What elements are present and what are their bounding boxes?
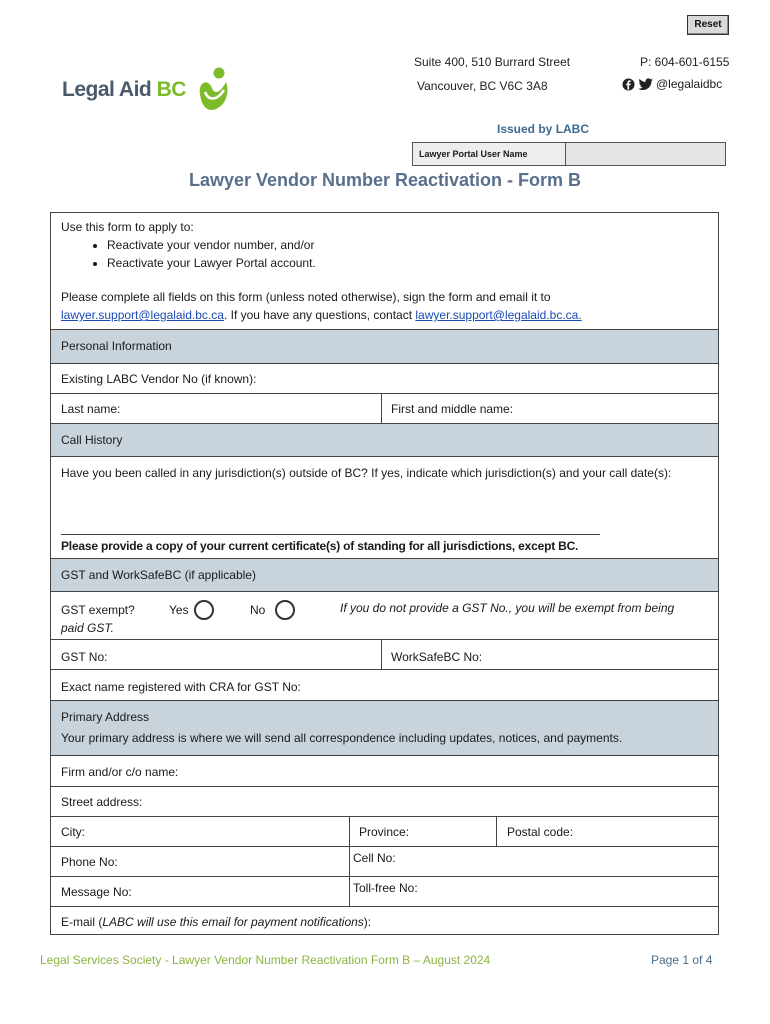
- divider: [50, 906, 719, 907]
- intro-para-mid: . If you have any questions, contact: [223, 308, 416, 322]
- tollfree-no-field[interactable]: Toll-free No:: [353, 881, 418, 895]
- divider: [50, 456, 719, 457]
- contact-email-link[interactable]: lawyer.support@legalaid.bc.ca.: [415, 308, 582, 322]
- message-no-field[interactable]: Message No:: [61, 885, 132, 899]
- province-field[interactable]: Province:: [359, 825, 410, 839]
- divider: [50, 816, 719, 817]
- city-field[interactable]: City:: [61, 825, 85, 839]
- call-history-answer-line[interactable]: [61, 534, 600, 535]
- form-title: Lawyer Vendor Number Reactivation - Form B: [188, 170, 582, 190]
- divider: [50, 363, 719, 364]
- divider: [50, 876, 719, 877]
- gst-no-label: No: [250, 603, 266, 617]
- email-label-suffix: ):: [363, 915, 372, 929]
- page-number: Page 1 of 4: [651, 953, 713, 967]
- gst-yes-label: Yes: [169, 603, 189, 617]
- divider: [50, 846, 719, 847]
- street-address-field[interactable]: Street address:: [61, 795, 143, 809]
- worksafebc-no-field[interactable]: WorkSafeBC No:: [391, 650, 483, 664]
- gst-exempt-continued: paid GST.: [61, 621, 114, 635]
- gst-yes-radio[interactable]: [194, 600, 214, 620]
- gst-no-field[interactable]: GST No:: [61, 650, 108, 664]
- call-history-question[interactable]: Have you been called in any jurisdiction(s) outside of BC? If yes, indicate which jurisdiction(s) and your call date(s):: [61, 466, 672, 480]
- primary-address-note: Your primary address is where we will send all correspondence including updates, notices, and payments.: [61, 731, 623, 745]
- portal-user-label: Lawyer Portal User Name: [413, 143, 566, 165]
- logo-figure-icon: [196, 64, 232, 116]
- divider: [50, 393, 719, 394]
- phone-no-field[interactable]: Phone No:: [61, 855, 118, 869]
- divider: [50, 669, 719, 670]
- support-email-link[interactable]: lawyer.support@legalaid.bc.ca: [61, 308, 224, 322]
- email-label-prefix: E-mail (: [61, 915, 103, 929]
- address-line-2: Vancouver, BC V6C 3A8: [417, 79, 548, 93]
- phone-number: P: 604-601-6155: [640, 55, 730, 69]
- postal-code-field[interactable]: Postal code:: [507, 825, 574, 839]
- gst-no-radio[interactable]: [275, 600, 295, 620]
- twitter-icon[interactable]: [638, 78, 653, 91]
- section-gst: GST and WorkSafeBC (if applicable): [61, 568, 256, 582]
- reset-button[interactable]: Reset: [687, 15, 729, 35]
- divider: [50, 639, 719, 640]
- social-links: [622, 77, 722, 91]
- first-name-field[interactable]: First and middle name:: [391, 402, 514, 416]
- section-band-primary-address: [51, 701, 718, 755]
- section-band-call-history: [51, 424, 718, 456]
- address-line-1: Suite 400, 510 Burrard Street: [414, 55, 571, 69]
- section-personal-info: Personal Information: [61, 339, 172, 353]
- social-handle: @legalaidbc: [656, 77, 723, 91]
- intro-bullets: [61, 236, 711, 272]
- intro-lead: Use this form to apply to:: [61, 220, 194, 234]
- cra-name-field[interactable]: Exact name registered with CRA for GST No:: [61, 680, 301, 694]
- portal-user-input[interactable]: [566, 143, 725, 165]
- divider: [50, 755, 719, 756]
- section-call-history: Call History: [61, 433, 123, 447]
- divider: [50, 786, 719, 787]
- logo-main-text: Legal Aid: [62, 78, 157, 101]
- firm-name-field[interactable]: Firm and/or c/o name:: [61, 765, 179, 779]
- legal-aid-bc-logo: [62, 78, 186, 102]
- intro-paragraph: [61, 288, 711, 324]
- vendor-no-field[interactable]: Existing LABC Vendor No (if known):: [61, 372, 257, 386]
- form-intro: [61, 218, 711, 324]
- facebook-icon[interactable]: [622, 78, 635, 91]
- last-name-field[interactable]: Last name:: [61, 402, 121, 416]
- intro-para-start: Please complete all fields on this form (unless noted otherwise), sign the form and email it to: [61, 290, 551, 304]
- section-primary-address: Primary Address: [61, 710, 150, 724]
- intro-bullet: • Reactivate your Lawyer Portal account.: [107, 254, 711, 272]
- cell-no-field[interactable]: Cell No:: [353, 851, 396, 865]
- gst-exempt-label: GST exempt?: [61, 603, 135, 617]
- divider: [50, 591, 719, 592]
- logo-bc-text: BC: [156, 78, 186, 101]
- portal-user-box: [412, 142, 726, 166]
- email-label-italic: LABC will use this email for payment notifications: [102, 915, 364, 929]
- email-field[interactable]: [51, 915, 371, 929]
- intro-bullet: • Reactivate your vendor number, and/or: [107, 236, 711, 254]
- issued-by-label: Issued by LABC: [497, 122, 590, 136]
- gst-exempt-note: If you do not provide a GST No., you will be exempt from being: [340, 601, 675, 615]
- certificate-note: Please provide a copy of your current certificate(s) of standing for all jurisdictions, except BC.: [61, 539, 579, 553]
- footer-form-name: Legal Services Society - Lawyer Vendor Number Reactivation Form B – August 2024: [40, 953, 491, 967]
